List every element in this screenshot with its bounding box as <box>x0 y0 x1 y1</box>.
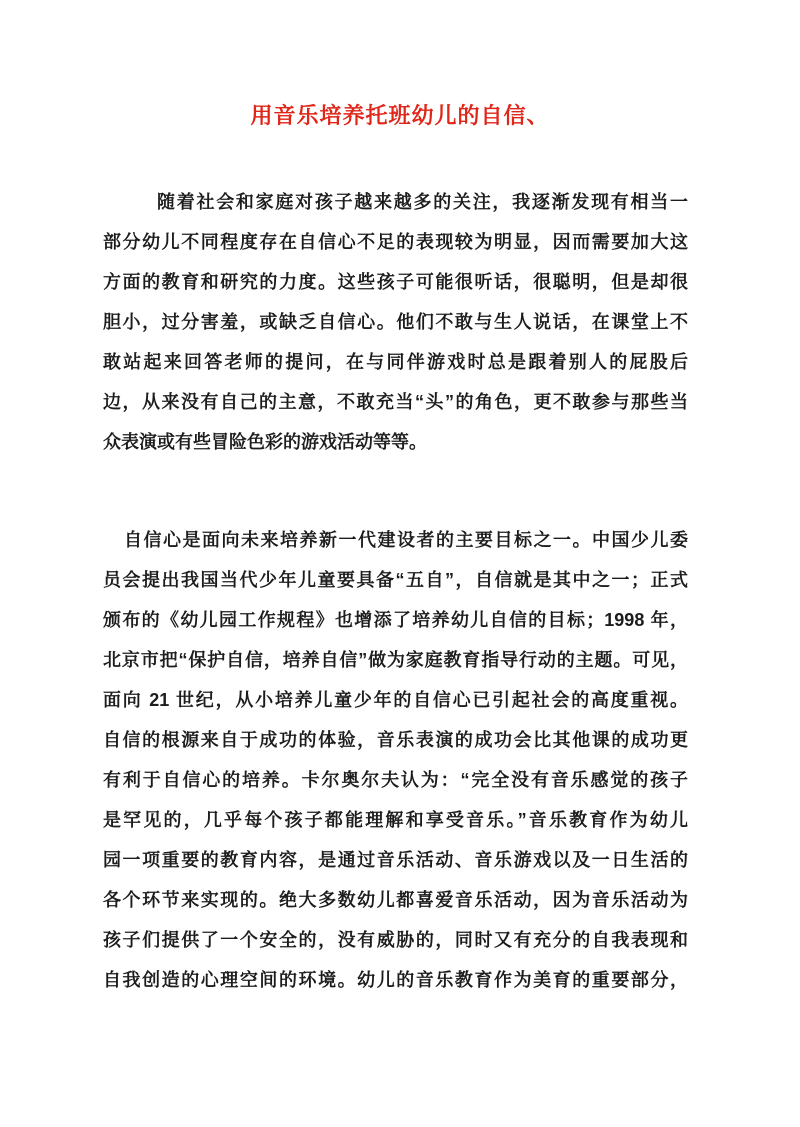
text-line: 园一项重要的教育内容，是通过音乐活动、音乐游戏以及一日生活的 <box>103 850 688 870</box>
text-line: 有利于自信心的培养。卡尔奥尔夫认为：“完全没有音乐感觉的孩子 <box>103 770 688 790</box>
text-line: 自信的根源来自于成功的体验，音乐表演的成功会比其他课的成功更 <box>103 730 688 750</box>
document-title: 用音乐培养托班幼儿的自信、 <box>250 103 550 128</box>
paragraph-intro <box>103 182 688 462</box>
text-line: 自信心是面向未来培养新一代建设者的主要目标之一。中国少儿委 <box>124 530 688 550</box>
text-line: 面向 21 世纪，从小培养儿童少年的自信心已引起社会的高度重视。 <box>103 690 688 710</box>
text-line: 是罕见的，几乎每个孩子都能理解和享受音乐。”音乐教育作为幼儿 <box>103 810 688 830</box>
text-line: 北京市把“保护自信，培养自信”做为家庭教育指导行动的主题。可见， <box>103 650 688 670</box>
text-line: 众表演或有些冒险色彩的游戏活动等等。 <box>103 432 427 452</box>
text-line: 方面的教育和研究的力度。这些孩子可能很听话，很聪明，但是却很 <box>103 272 688 292</box>
paragraph-body <box>103 520 688 1000</box>
text-line: 部分幼儿不同程度存在自信心不足的表现较为明显，因而需要加大这 <box>103 232 688 252</box>
text-line: 边，从来没有自己的主意，不敢充当“头”的角色，更不敢参与那些当 <box>103 392 688 412</box>
text-line: 颁布的《幼儿园工作规程》也增添了培养幼儿自信的目标；1998 年， <box>103 610 688 630</box>
text-line: 胆小，过分害羞，或缺乏自信心。他们不敢与生人说话，在课堂上不 <box>103 312 688 332</box>
text-line: 自我创造的心理空间的环境。幼儿的音乐教育作为美育的重要部分， <box>103 970 688 990</box>
text-line: 敢站起来回答老师的提问，在与同伴游戏时总是跟着别人的屁股后 <box>103 352 688 372</box>
text-line: 各个环节来实现的。绝大多数幼儿都喜爱音乐活动，因为音乐活动为 <box>103 890 688 910</box>
text-line: 随着社会和家庭对孩子越来越多的关注，我逐渐发现有相当一 <box>157 192 688 212</box>
text-line: 孩子们提供了一个安全的，没有威胁的，同时又有充分的自我表现和 <box>103 930 688 950</box>
text-line: 员会提出我国当代少年儿童要具备“五自”，自信就是其中之一；正式 <box>103 570 688 590</box>
